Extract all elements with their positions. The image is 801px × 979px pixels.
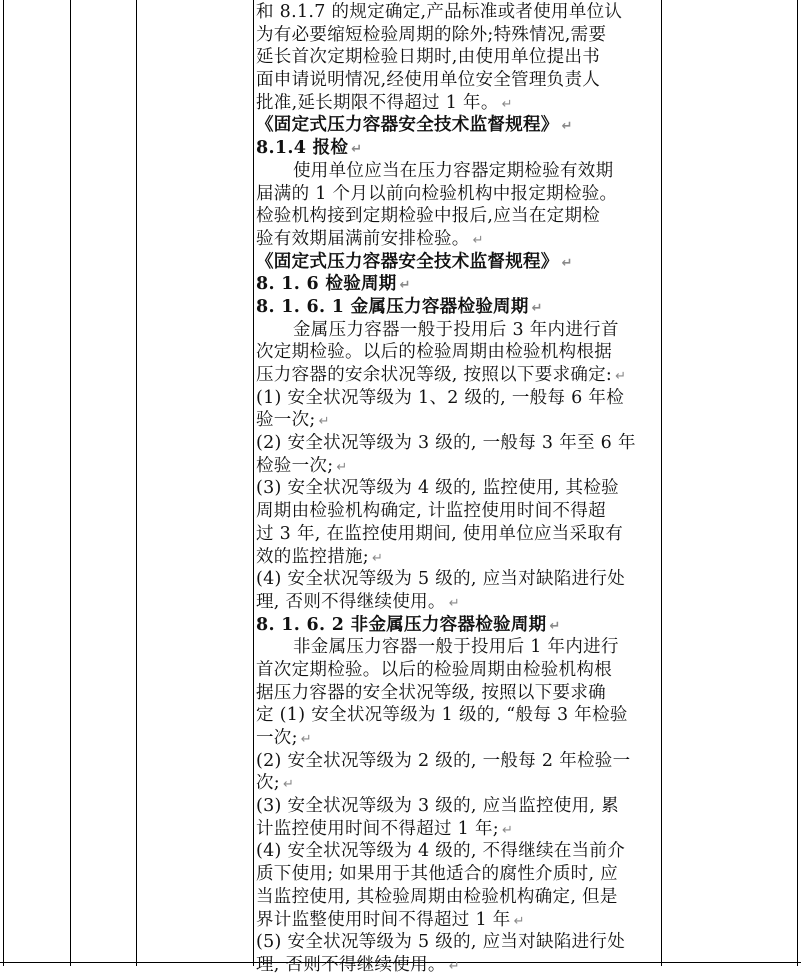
paragraph-mark-icon <box>615 369 626 384</box>
body-text-line <box>256 24 656 47</box>
line-text: 界计监整使用时间不得超过 1 年 <box>256 909 511 930</box>
body-text-line <box>256 659 656 682</box>
line-text: 使用单位应当在压力容器定期检验有效期 <box>293 160 614 181</box>
body-text-line <box>256 840 656 863</box>
body-text-line <box>256 818 656 841</box>
paragraph-mark-icon <box>283 777 294 792</box>
paragraph-mark-icon <box>449 596 460 611</box>
line-text: 检验机构接到定期检验中报后,应当在定期检 <box>256 206 601 227</box>
body-text-line <box>256 432 656 455</box>
line-text: 压力容器的安余状况等级, 按照以下要求确定: <box>256 365 613 385</box>
line-text: 延长首次定期检验日期时,由使用单位提出书 <box>256 47 601 68</box>
paragraph-mark-icon <box>449 959 460 974</box>
body-text-line <box>256 772 656 795</box>
body-text-line <box>256 46 656 69</box>
body-text-line <box>256 795 656 818</box>
line-text: 验一次; <box>256 410 316 431</box>
section-heading-line <box>256 251 656 274</box>
body-text-line <box>256 546 656 569</box>
body-text-line <box>256 636 656 659</box>
line-text: 面申请说明情况,经使用单位安全管理负责人 <box>256 70 601 91</box>
body-text-line <box>256 69 656 92</box>
line-text: 非金属压力容器一般于投用后 1 年内进行 <box>293 637 619 658</box>
line-text: 8. 1. 6 检验周期 <box>256 274 397 295</box>
body-text-line <box>256 704 656 727</box>
paragraph-mark-icon <box>502 823 513 838</box>
body-text-line <box>256 205 656 228</box>
line-text: (3) 安全状况等级为 3 级的, 应当监控使用, 累 <box>256 796 619 817</box>
body-text-line <box>256 500 656 523</box>
line-text: 8. 1. 6. 1 金属压力容器检验周期 <box>256 296 529 317</box>
body-text-line <box>256 92 656 115</box>
line-text: 届满的 1 个月以前向检验机构中报定期检验。 <box>256 183 618 204</box>
paragraph-mark-icon <box>502 97 513 112</box>
paragraph-mark-icon <box>549 619 560 634</box>
body-text-line <box>256 523 656 546</box>
paragraph-mark-icon <box>514 914 525 929</box>
line-text: (4) 安全状况等级为 5 级的, 应当对缺陷进行处 <box>256 569 626 590</box>
line-text: 《固定式压力容器安全技术监督规程》 <box>256 251 559 272</box>
line-text: (2) 安全状况等级为 3 级的, 一般每 3 年至 6 年 <box>256 433 636 454</box>
body-text-line <box>256 591 656 614</box>
table-border-right <box>797 0 798 966</box>
paragraph-mark-icon <box>301 732 312 747</box>
body-text-line <box>256 228 656 251</box>
line-text: 检验一次; <box>256 455 334 476</box>
body-text-line <box>256 477 656 500</box>
section-heading-line <box>256 614 656 637</box>
paragraph-mark-icon <box>473 233 484 248</box>
line-text: (3) 安全状况等级为 4 级的, 监控使用, 其检验 <box>256 478 619 499</box>
paragraph-mark-icon <box>562 256 573 271</box>
line-text: 和 8.1.7 的规定确定,产品标准或者使用单位认 <box>256 2 623 22</box>
line-text: 理, 否则不得继续使用。 <box>256 954 446 975</box>
paragraph-mark-icon <box>351 142 362 157</box>
body-text-line <box>256 455 656 478</box>
line-text: (4) 安全状况等级为 4 级的, 不得继续在当前介 <box>256 841 626 862</box>
table-border-left <box>3 0 4 966</box>
section-heading-line <box>256 296 656 319</box>
body-text-line <box>256 341 656 364</box>
body-text-line <box>256 319 656 342</box>
body-text-line <box>256 750 656 773</box>
section-heading-line <box>256 114 656 137</box>
regulation-text-cell <box>256 1 656 977</box>
line-text: (5) 安全状况等级为 5 级的, 应当对缺陷进行处 <box>256 932 626 953</box>
line-text: 金属压力容器一般于投用后 3 年内进行首 <box>293 319 619 340</box>
line-text: 理, 否则不得继续使用。 <box>256 591 446 612</box>
paragraph-mark-icon <box>532 301 543 316</box>
body-text-line <box>256 1 656 24</box>
table-column-divider <box>136 0 137 966</box>
line-text: 8. 1. 6. 2 非金属压力容器检验周期 <box>256 614 547 635</box>
body-text-line <box>256 682 656 705</box>
line-text: 首次定期检验。以后的检验周期由检验机构根 <box>256 659 612 680</box>
section-heading-line <box>256 137 656 160</box>
body-text-line <box>256 160 656 183</box>
line-text: (1) 安全状况等级为 1、2 级的, 一般每 6 年检 <box>256 387 625 408</box>
body-text-line <box>256 909 656 932</box>
body-text-line <box>256 387 656 410</box>
line-text: 定 (1) 安全状况等级为 1 级的, “般每 3 年检验 <box>256 705 628 726</box>
line-text: (2) 安全状况等级为 2 级的, 一般每 2 年检验一 <box>256 750 631 771</box>
body-text-line <box>256 183 656 206</box>
body-text-line <box>256 863 656 886</box>
table-column-divider <box>70 0 71 966</box>
line-text: 8.1.4 报检 <box>256 138 349 159</box>
line-text: 质下使用; 如果用于其他适合的腐性介质时, 应 <box>256 864 618 885</box>
paragraph-mark-icon <box>562 119 573 134</box>
section-heading-line <box>256 273 656 296</box>
body-text-line <box>256 364 656 387</box>
line-text: 次; <box>256 773 280 794</box>
paragraph-mark-icon <box>336 460 347 475</box>
table-column-divider <box>253 0 254 966</box>
body-text-line <box>256 409 656 432</box>
paragraph-mark-icon <box>372 551 383 566</box>
line-text: 周期由检验机构确定, 计监控使用时间不得超 <box>256 501 606 522</box>
line-text: 一次; <box>256 728 298 748</box>
body-text-line <box>256 886 656 909</box>
line-text: 计监控使用时间不得超过 1 年; <box>256 818 499 839</box>
paragraph-mark-icon <box>400 278 411 293</box>
line-text: 批准,延长期限不得超过 1 年。 <box>256 92 499 113</box>
table-column-divider <box>661 0 662 966</box>
line-text: 当监控使用, 其检验周期由检验机构确定, 但是 <box>256 886 618 907</box>
line-text: 《固定式压力容器安全技术监督规程》 <box>256 115 559 136</box>
line-text: 据压力容器的安全状况等级, 按照以下要求确 <box>256 682 606 703</box>
line-text: 过 3 年, 在监控使用期间, 使用单位应当采取有 <box>256 523 624 544</box>
line-text: 验有效期届满前安排检验。 <box>256 228 470 249</box>
line-text: 效的监控措施; <box>256 546 369 567</box>
line-text: 次定期检验。以后的检验周期由检验机构根据 <box>256 342 612 363</box>
line-text: 为有必要缩短检验周期的除外;特殊情况,需要 <box>256 24 607 45</box>
body-text-line <box>256 568 656 591</box>
body-text-line <box>256 931 656 954</box>
body-text-line <box>256 954 656 977</box>
paragraph-mark-icon <box>319 414 330 429</box>
body-text-line <box>256 727 656 750</box>
